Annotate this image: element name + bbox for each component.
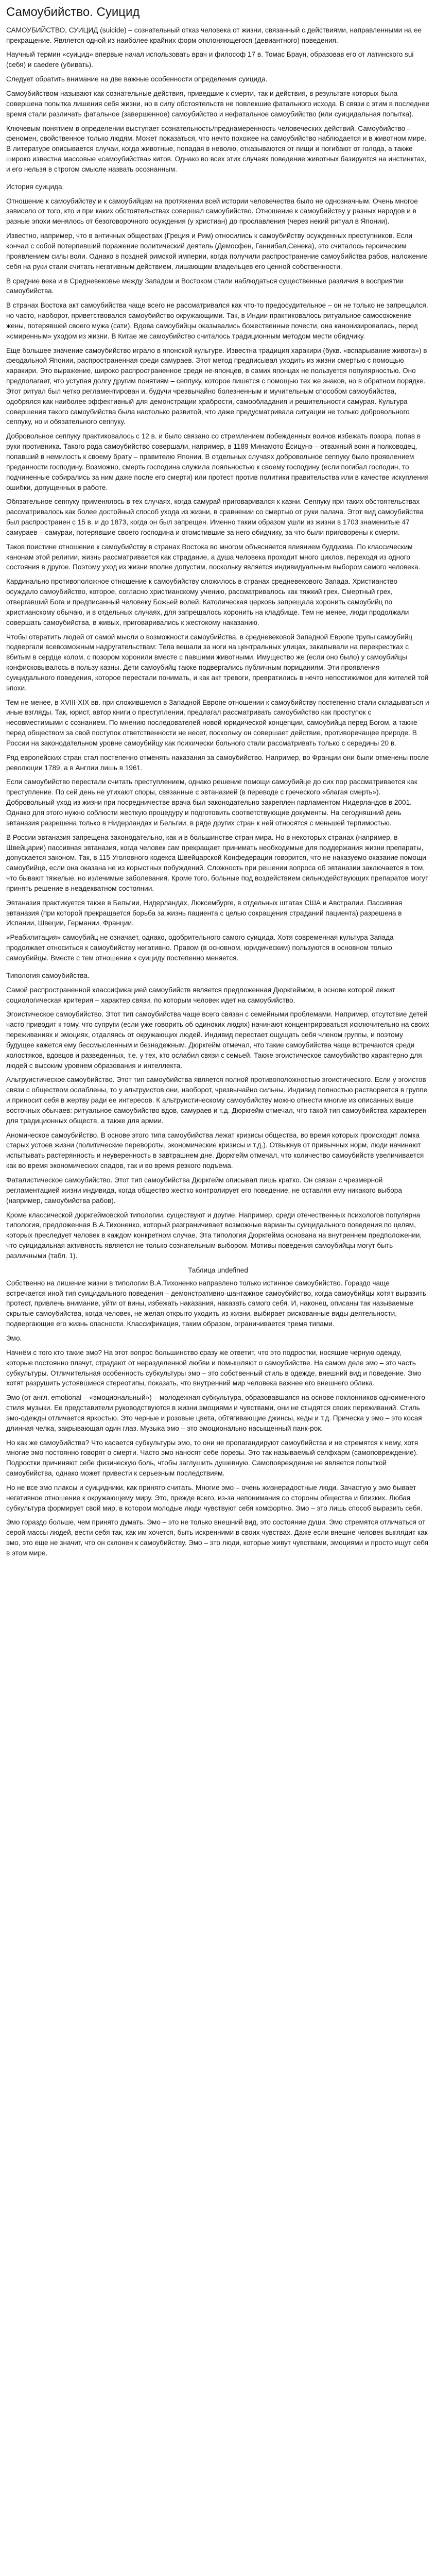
paragraph: Научный термин «суицид» впервые начал использовать врач и философ 17 в. Томас Браун, образовав его от латинского sui (себя) и caedere (убивать). — [6, 50, 414, 69]
paragraph: Тем не менее, в XVIII-XIX вв. при сложившемся в Западной Европе отношении к самоубийству постепенно стали складываться и иные взгляды. Так, юрист, автор книги о преступлении, предлагал рассматривать самоубийство как проступок с несовместимыми с сознанием. По мнению последователей новой юридической концепции, самоубийца перед Богом, а также перед обществом за свой поступок ответственности не несет, поскольку он совершает действие, противоречащее природе. В России на законодательном уровне самоубийцу как психически больного стали рассматривать только с середины 20 в. — [6, 698, 429, 747]
paragraph: Таков поистине отношение к самоубийству в странах Востока во многом объясняется влиянием буддизма. По классическим канонам этой религии, жизнь рассматривается как страдание, а душа человека проходит много циклов, переходя из одного состояния в другое. Поэтому уход из жизни вполне допустим, поскольку является индивидуальным выбором самого человека. — [6, 543, 421, 571]
paragraph: Следует обратить внимание на две важные особенности определения суицида. — [6, 75, 268, 83]
paragraph: В странах Востока акт самоубийства чаще всего не рассматривался как что-то предосудительное – он не только не запрещался, но часто, наоборот, приветствовался самоубийство окружающими. Так, в Индии практиковалось ритуальное самосожжение жены, потерявшей своего мужа (сати). Вдова самоубийцы оказывались божественные почести, она канонизировалась, перед «смиренным» уходом из жизни. В Китае же самоубийство считалось традиционным методом мести обидчику. — [6, 301, 428, 340]
paragraph: Эгоистическое самоубийство. Этот тип самоубийства чаще всего связан с семейными проблемами. Например, отсутствие детей часто приводит к тому, что супруги (если уже говорить об одиноких людях) начинают концентрироваться исключительно на своих переживаниях и эмоциях, отдаляясь от окружающих людей. Индивид перестает ощущать себя членом группы, и поэтому будущее кажется ему бессмысленным и безнадежным. Дюркгейм отмечал, что такие самоубийства чаще встречаются среди холостяков, вдовцов и разведенных, т.е. у тех, кто ослабил связи с семьей. Также эгоистическое самоубийство характерно для людей с высоким уровнем образования и интеллекта. — [6, 1010, 430, 1070]
document-body — [6, 25, 430, 1558]
paragraph: Аномическое самоубийство. В основе этого типа самоубийства лежат кризисы общества, во время которых происходит ломка старых устоев жизни (политические перевороты, экономические кризисы и т.д.). Отвыкнув от привычных норм, люди начинают испытывать растерянность и неуверенность в завтрашнем дне. Дюркгейм отмечал, что количество самоубийств увеличивается как во время экономических спадов, так и во время резкого подъема. — [6, 1131, 424, 1170]
paragraph: Фаталистическое самоубийство. Этот тип самоубийства Дюркгейм описывал лишь кратко. Он связан с чрезмерной регламентацией жизни индивида, когда общество жестко контролирует его поведение, не оставляя ему никакого выбора (например, самоубийства рабов). — [6, 1176, 402, 1205]
section-heading: Типология самоубийства. — [6, 971, 90, 979]
paragraph: «Реабилитация» самоубийц не означает, однако, одобрительного самого суицида. Хотя современная культура Запада продолжает относиться к самоубийству негативно. Правом (в основном, юридическим) пользуются в основном только самоубийцы. Вместе с тем отношение к суициду постепенно меняется. — [6, 934, 394, 962]
paragraph: Отношение к самоубийству и к самоубийцам на протяжении всей истории человечества было не однозначным. Очень многое зависело от того, кто и при каких обстоятельствах совершал самоубийство. Отношение к самоубийству у разных народов и в разные эпохи менялось от безоговорочного осуждения (у христиан) до прославления (через некий ритуал в Японии). — [6, 197, 418, 226]
paragraph: Ключевым понятием в определении выступает сознательность/преднамеренность человеческих действий. Самоубийство – феномен, свойственное только людям. Может показаться, что нечто похожее на самоубийство наблюдается и в животном мире. В литературе описывается случаи, когда животные, попадая в неволю, отказываются от пищи и погибают от голода, а также широко известна массовые «самоубийства» китов. Однако во всех этих случаях поведение животных базируется на инстинктах, и его нельзя в строгом смысле назвать осознанным. — [6, 124, 427, 173]
paragraph: Эмо (от англ. emotional – «эмоциональный») – молодежная субкультура, образовавшаяся на основе поклонников одноименного стиля музыки. Ее представители руководствуются в жизни эмоциями и чувствами, они не стыдятся своих переживаний. Стиль эмо-одежды отличается яркостью. Это черные и розовые цвета, обтягивающие джинсы, кеды и т.д. Прическа у эмо – это косая длинная челка, закрывающая один глаз. Музыка эмо – это эмоционально насыщенный панк-рок. — [6, 1394, 425, 1432]
paragraph: Самоубийством называют как сознательные действия, приведшие к смерти, так и действия, в результате которых была совершена попытка лишения себя жизни, но в силу обстоятельств не повлекшие фатального исхода. В связи с этим в последнее время стали различать фатальное (завершенное) самоубийство и нефатальное самоубийство (или суицидальная попытка). — [6, 90, 430, 118]
paragraph: Добровольное сеппуку практиковалось с 12 в. и было связано со стремлением побежденных воинов избежать позора, попав в руки противника. Такого рода самоубийство совершали, например, в 1189 Минамото Ёсицунэ – отважный воин и полководец, попавший в немилость к своему брату – правителю Японии. В отдельных случаях добровольное сеппуку было проявлением преданности господину. Возможно, смерть господина служила лояльностью к своему господину (если погибал господин, то подчиненные собирались за ним даже после его смерти) или протест против политики правительства или в качестве искупления ошибки, допущенных в работе. — [6, 432, 429, 492]
paragraph: Альтруистическое самоубийство. Этот тип самоубийства является полной противоположностью эгоистического. Если у эгоистов связи с обществом ослаблены, то у альтруистов они, наоборот, чрезвычайно сильны. Индивид полностью растворяется в группе и приносит себя в жертву ради ее интересов. К альтруистическому самоубийству можно отнести многие из описанных выше восточных обычаев: ритуальное самоубийство вдов, самураев и т.д. Дюркгейм отмечал, что такой тип самоубийства характерен для традиционных обществ, а также для армии. — [6, 1076, 428, 1125]
paragraph: Но как же самоубийства? Что касается субкультуры эмо, то они не пропагандируют самоубийства и не стремятся к нему, хотя многие эмо постоянно говорят о смерти. Часто эмо наносят себе порезы. Это так называемый селфхарм (самоповреждение). Подростки причиняют себе физическую боль, чтобы заглушить душевную. Самоповреждение не является попыткой самоубийства, однако может привести к серьезным последствиям. — [6, 1438, 418, 1478]
paragraph: Эвтаназия практикуется также в Бельгии, Нидерландах, Люксембурге, в отдельных штатах США и Австралии. Пассивная эвтаназия (при которой прекращается борьба за жизнь пациента с целью сокращения страданий пациента) разрешена в Испании, Швеции, Германии, Франции. — [6, 899, 403, 927]
paragraph: Но не все эмо плаксы и суицидники, как принято считать. Многие эмо – очень жизнерадостные люди. Зачастую у эмо бывает негативное отношение к окружающему миру. Это, прежде всего, из-за непонимания со стороны общества и близких. Любая субкультура формирует свой мир, в котором молодые люди чувствуют себя комфортно. Эмо – это лишь способ выразить себя. — [6, 1483, 423, 1512]
paragraph: Эмо. — [6, 1334, 22, 1342]
page-title: Самоубийство. Суицид — [6, 5, 140, 19]
paragraph: Начнём с того кто такие эмо? На этот вопрос большинство сразу же ответит, что это подростки, носящие черную одежду, которые постоянно плачут, страдают от неразделенной любви и помышляют о самоубийстве. На самом деле эмо – это часть субкультуры. Отличительная особенность субкультуры эмо – это собственный стиль в одежде, внешний вид и поведение. Эмо хотят разрушить устоявшиеся стереотипы, показать, что внутренний мир человека важнее его внешнего облика. — [6, 1348, 422, 1387]
paragraph: В России эвтаназия запрещена законодательно, как и в большинстве стран мира. Но в некоторых странах (например, в Швейцарии) пассивная эвтаназия, когда человек сам прекращает принимать необходимые для поддержания жизни препараты, допускается законом. Так, в 115 Уголовного кодекса Швейцарской Конфедерации говорится, что не наказуемо оказание помощи самоубийце, если она оказана не из корыстных побуждений. Сложность при решении вопроса об эвтаназии заключается в том, что бывают тяжелые, но излечимые заболевания. Кроме того, больные под воздействием сильнодействующих препаратов могут принять решение в неадекватном состоянии. — [6, 833, 429, 892]
paragraph: Если самоубийство перестали считать преступлением, однако решение помощи самоубийце до сих пор рассматривается как преступление. По сей день не утихают споры, связанные с эвтаназией (в переводе с греческого «благая смерть»). Добровольный уход из жизни при посредничестве врача был законодательно закреплен парламентом Нидерландов в 2001. Однако для этого нужно соблюсти жесткую процедуру и подготовить соответствующие документы. На сегодняшний день эвтаназия разрешена только в Нидерландах и Бельгии, в ряде других стран к ней относятся с меньшей терпимостью. — [6, 778, 417, 827]
paragraph: Собственно на лишение жизни в типологии В.А.Тихоненко направлено только истинное самоубийство. Гораздо чаще встречается иной тип суицидального поведения – демонстративно-шантажное самоубийство, когда самоубийцы хотят выразить протест, привлечь внимание, уйти от вины, избежать наказания, наказать самого себя. И, наконец, описаны так называемые скрытые самоубийства, когда человек, не желая открыто уходить из жизни, выбирает рискованные виды деятельности, подвергающие его жизнь опасности. Классификация, таким образом, ограничивается тремя типами. — [6, 1279, 426, 1328]
paragraph: Кроме классической дюркгеймовской типологии, существуют и другие. Например, среди отечественных психологов популярна типология, предложенная В.А.Тихоненко, который разграничивает возможные варианты суицидального поведения по целям, которых преследует человек в каждом конкретном случае. Эта типология Дюркгейма основана на внутреннем предположении, что суицидальная активность является не только сознательным выбором. Мотивы поведения самоубийцы могут быть различными (табл. 1). — [6, 1211, 422, 1260]
paragraph: В средние века и в Средневековье между Западом и Востоком стали наблюдаться существенные различия в восприятии самоубийства. — [6, 277, 404, 295]
paragraph: Известно, например, что в античных обществах (Греция и Рим) относились к самоубийству осужденных преступников. Если кончал с собой потерпевший поражение политический деятель (Демосфен, Ганнибал,Сенека), это считалось героическим проявлением силы воли. Однако в поздней римской империи, когда получили распространение самоубийства рабов, наложение себя на руки стали считать негативным действием, лишающим владельцев его ценной собственности. — [6, 232, 428, 270]
paragraph: Эмо гораздо больше, чем принято думать. Эмо – это не только внешний вид, это состояние души. Эмо стремятся отличаться от серой массы людей, вести себя так, как им хочется, быть искренними в своих чувствах. Даже если внешне человек выглядит как эмо, это еще не значит, что он склонен к самоубийству. Эмо – это люди, которые живут чувствами, эмоциями и просто ищут себя в этом мире. — [6, 1518, 428, 1557]
paragraph: Самой распространенной классификацией самоубийств является предложенная Дюркгеймом, в основе которой лежит социологическая критерия – характер связи, по которым человек идет на самоубийство. — [6, 986, 395, 1004]
paragraph: Ряд европейских стран стал постепенно отменять наказания за самоубийство. Например, во Франции они были отменены после революции 1789, а в Англии лишь в 1961. — [6, 753, 429, 772]
section-heading: История суицида. — [6, 182, 64, 191]
paragraph: Кардинально противоположное отношение к самоубийству сложилось в странах средневекового Запада. Христианство осуждало самоубийство, которое, согласно христианскому учению, рассматривалось как тяжкий грех. Смертный грех, отвергавший Бога и предписанный человеку Божьей волей. Католическая церковь запрещала хоронить самоубийц по христианскому обычаю, и в отдельных случаях, для запрещалось хоронить на кладбище. Тем не менее, люди продолжали совершать самоубийства, в живых, приговаривались к жестокому наказанию. — [6, 578, 409, 626]
paragraph: Обязательное сеппуку применялось в тех случаях, когда самурай приговаривался к казни. Сеппуку при таких обстоятельствах рассматривалось как более достойный способ ухода из жизни, в сравнении со смертью от руки палача. Этот вид самоубийства был распространен с 15 в. и до 1873, когда он был запрещен. Именно таким образом ушли из жизни в 1703 знаменитые 47 самураев – самураи, потерявшие своего господина и отомстившие за него обидчику, за что были приговорены к смерти. — [6, 498, 424, 536]
paragraph: Еще большее значение самоубийство играло в японской культуре. Известна традиция харакири (букв. «вспарывание живота») в феодальной Японии, распространенная среди самураев. Этот метод предписывал уходить из жизни смертью с помощью харакири. Это выражение, широко распространенное среди не-японцев, в самих японцах не пользуется популярностью. Оно предполагает, что уступая долгу другим понятиям – сеппуку, которое пишется с помощью тех же знаков, но в обратном порядке. Этот ритуал был четко регламентирован и, будучи чрезвычайно болезненным и мучительным способом самоубийства, одобрялся как наиболее эффективный для демонстрации храбрости, самообладания и решительности самурая. Культура совершения такого самоубийства была настолько развитой, что даже предусматривала ситуации не только добровольного сеппуку, но и обязательного сеппуку. — [6, 346, 427, 426]
paragraph: САМОУБИЙСТВО, СУИЦИД (suicide) – сознательный отказ человека от жизни, связанный с действиями, направленными на ее прекращение. Является одной из наиболее крайних форм отклоняющегося (девиантного) поведения. — [6, 26, 422, 44]
paragraph: Чтобы отвратить людей от самой мысли о возможности самоубийства, в средневековой Западной Европе трупы самоубийц подвергали всевозможным надругательствам: Тела вешали за ноги на центральных улицах, закапывали на перекрестках с вбитым в сердце колом, с позором хоронили вместе с павшими животными. Имущество же (если оно было) у самоубийцы конфисковывалось в пользу казны. Дети самоубийц также подвергались публичным порицаниям. Эти проявления суицидального поведения, которое перестали понимать, и как акт тревоги, превратились в нечто непостижимое для жителей той эпохи. — [6, 633, 429, 692]
table-caption: Таблица undefined — [188, 1266, 248, 1274]
